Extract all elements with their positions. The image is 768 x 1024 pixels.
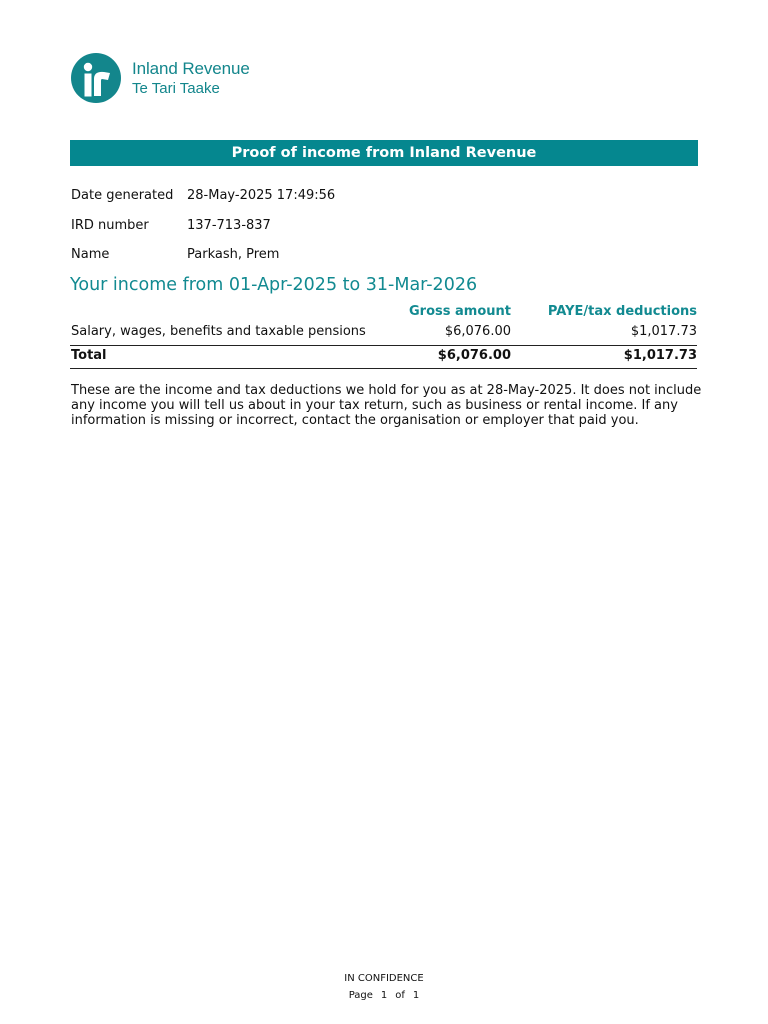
column-header-paye: PAYE/tax deductions — [547, 304, 697, 319]
logo-title: Inland Revenue — [132, 59, 250, 78]
detail-label: IRD number — [71, 218, 149, 233]
detail-value: 28-May-2025 17:49:56 — [187, 188, 336, 203]
detail-label: Name — [71, 247, 110, 262]
detail-row-ird — [71, 218, 271, 233]
page-current: 1 — [380, 990, 388, 1001]
confidential-label: IN CONFIDENCE — [344, 973, 424, 984]
document-title-banner: Proof of income from Inland Revenue — [70, 140, 698, 166]
detail-label: Date generated — [71, 188, 174, 203]
detail-row-name — [71, 247, 279, 262]
ir-logo-icon — [70, 52, 122, 104]
page-total: 1 — [412, 990, 420, 1001]
page-of: of — [395, 990, 405, 1001]
column-header-gross: Gross amount — [409, 304, 511, 319]
detail-value: Parkash, Prem — [187, 247, 280, 262]
table-bottom-rule — [70, 368, 697, 369]
total-label: Total — [71, 348, 107, 363]
inland-revenue-logo — [70, 52, 250, 104]
income-row-paye: $1,017.73 — [630, 324, 697, 339]
logo-subtitle: Te Tari Taake — [132, 80, 220, 97]
page-number — [0, 990, 768, 1001]
detail-row-date — [71, 188, 335, 203]
total-paye: $1,017.73 — [623, 348, 697, 363]
table-divider — [70, 345, 697, 346]
income-note: These are the income and tax deductions we hold for you as at 28-May-2025. It does not include any income you will tell us about in your tax return, such as business or rental income. If any information is missing or incorrect, contact the organisation or employer that paid you. — [71, 383, 702, 428]
page-label: Page — [348, 990, 373, 1001]
income-period-heading: Your income from 01-Apr-2025 to 31-Mar-2026 — [70, 275, 478, 295]
total-gross: $6,076.00 — [437, 348, 511, 363]
income-row-gross: $6,076.00 — [444, 324, 511, 339]
detail-value: 137-713-837 — [187, 218, 271, 233]
income-row-description: Salary, wages, benefits and taxable pensions — [71, 324, 366, 339]
